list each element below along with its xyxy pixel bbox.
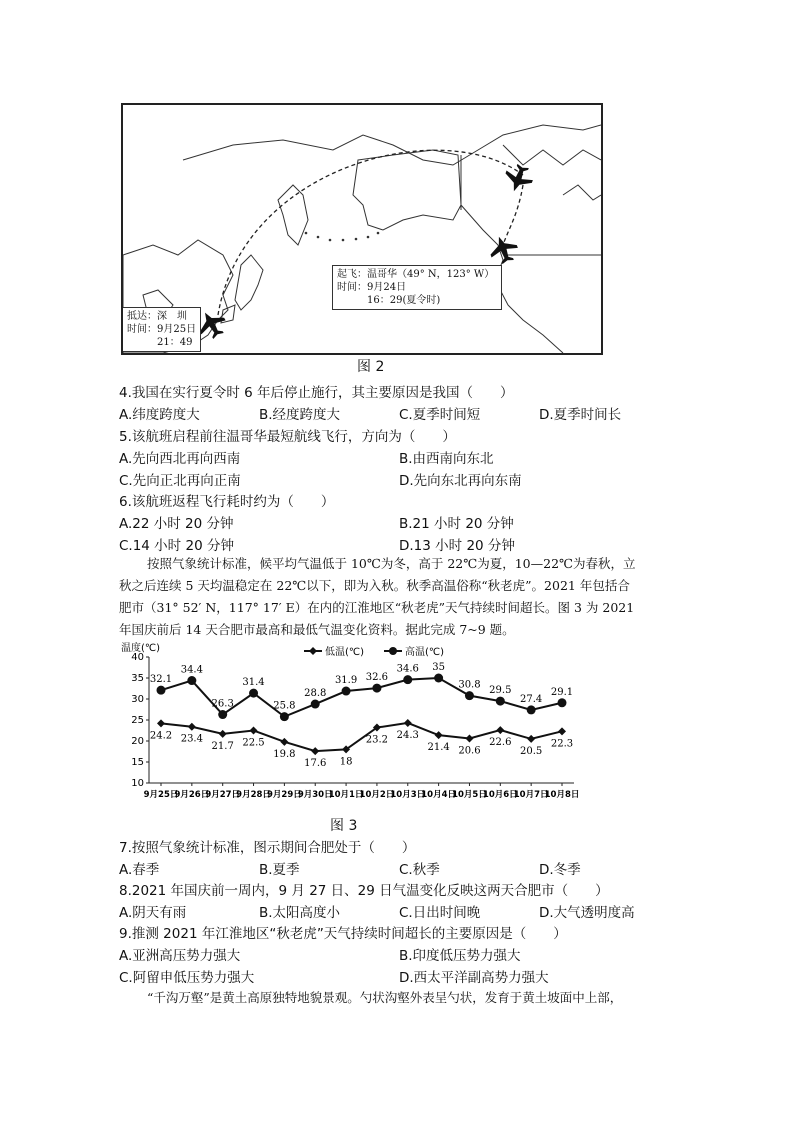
flight-route-map xyxy=(121,103,603,355)
reading-passage xyxy=(119,553,679,641)
x-tick-label: 9月30日 xyxy=(297,790,333,800)
low-temp-point xyxy=(558,727,566,735)
x-tick-label: 9月25日 xyxy=(143,790,179,800)
arrival-label xyxy=(122,307,201,352)
question-4-stem: 4.我国在实行夏令时 6 年后停止施行，其主要原因是我国（ ） xyxy=(119,385,514,401)
departure-date: 时间：9月24日 xyxy=(337,282,407,293)
high-temp-label: 34.4 xyxy=(180,664,203,676)
x-tick-label: 10月7日 xyxy=(513,790,549,800)
departure-label xyxy=(332,265,502,310)
plane-icon-midroute xyxy=(501,161,537,196)
low-temp-label: 24.3 xyxy=(396,729,419,741)
x-tick-label: 9月27日 xyxy=(205,790,241,800)
low-temp-label: 21.7 xyxy=(211,740,234,752)
question-6-stem: 6.该航班返程飞行耗时约为（ ） xyxy=(119,494,335,510)
q8-option-c[interactable]: C.日出时间晚 xyxy=(399,905,481,921)
high-temp-label: 34.6 xyxy=(396,663,419,675)
low-temp-point xyxy=(219,730,227,738)
high-temp-label: 28.8 xyxy=(304,688,327,700)
high-temp-point xyxy=(496,697,505,706)
low-temp-point xyxy=(157,719,165,727)
low-temp-label: 22.6 xyxy=(489,737,512,749)
high-temp-point xyxy=(280,712,289,721)
high-temp-label: 26.3 xyxy=(211,698,234,710)
q4-option-b[interactable]: B.经度跨度大 xyxy=(259,407,341,423)
temperature-chart xyxy=(119,641,589,811)
x-tick-label: 9月28日 xyxy=(236,790,271,800)
high-temp-label: 32.1 xyxy=(149,674,173,686)
q4-option-a[interactable]: A.纬度跨度大 xyxy=(119,407,200,423)
x-tick-label: 10月2日 xyxy=(359,790,395,800)
legend-label: 低温(℃) xyxy=(325,647,365,658)
high-temp-point xyxy=(249,689,258,698)
q9-option-d[interactable]: D.西太平洋副高势力强大 xyxy=(399,970,549,986)
high-temp-label: 32.6 xyxy=(365,672,389,684)
high-temp-point xyxy=(342,687,351,696)
high-temp-point xyxy=(218,710,227,719)
q6-option-a[interactable]: A.22 小时 20 分钟 xyxy=(119,516,234,532)
y-tick-label: 15 xyxy=(131,757,144,768)
y-tick-label: 35 xyxy=(131,673,144,684)
x-tick-label: 10月4日 xyxy=(421,790,456,800)
high-temp-label: 35 xyxy=(432,662,445,673)
low-temp-label: 19.8 xyxy=(273,748,296,760)
high-temp-point xyxy=(434,674,443,683)
low-temp-label: 23.2 xyxy=(365,734,389,746)
low-temp-label: 20.5 xyxy=(520,745,543,757)
high-temp-point xyxy=(558,698,567,707)
y-tick-label: 40 xyxy=(131,652,144,663)
q7-option-c[interactable]: C.秋季 xyxy=(399,862,440,878)
low-temp-label: 23.4 xyxy=(180,733,203,745)
low-temp-point xyxy=(311,747,319,755)
x-tick-label: 10月1日 xyxy=(328,790,364,800)
legend-marker-high xyxy=(389,647,397,655)
low-temp-label: 17.6 xyxy=(304,758,327,770)
high-temp-label: 31.4 xyxy=(242,677,265,689)
q6-option-d[interactable]: D.13 小时 20 分钟 xyxy=(399,538,515,554)
y-tick-label: 25 xyxy=(131,715,144,726)
high-temp-label: 29.5 xyxy=(489,685,512,697)
q4-option-d[interactable]: D.夏季时间长 xyxy=(539,407,622,423)
passage-line-4: 年国庆前后 14 天合肥市最高和最低气温变化资料。据此完成 7~9 题。 xyxy=(119,622,515,637)
high-temp-label: 27.4 xyxy=(520,693,543,705)
arrival-time: 21：49 xyxy=(157,337,193,348)
departure-city: 起飞：温哥华（49° N，123° W） xyxy=(337,269,495,280)
figure3-caption: 图 3 xyxy=(330,818,358,834)
low-temp-label: 22.3 xyxy=(550,738,574,750)
q7-option-d[interactable]: D.冬季 xyxy=(539,862,581,878)
low-temp-point xyxy=(404,719,412,727)
q5-option-b[interactable]: B.由西南向东北 xyxy=(399,451,494,467)
q8-option-b[interactable]: B.太阳高度小 xyxy=(259,905,341,921)
legend-label: 高温(℃) xyxy=(405,647,445,658)
departure-time: 16：29(夏令时) xyxy=(367,295,441,306)
y-tick-label: 10 xyxy=(131,778,144,789)
x-tick-label: 10月6日 xyxy=(482,790,518,800)
high-temp-point xyxy=(311,700,320,709)
high-temp-point xyxy=(403,675,412,684)
y-tick-label: 20 xyxy=(131,736,144,747)
y-tick-label: 30 xyxy=(131,694,144,705)
high-temp-label: 31.9 xyxy=(334,675,358,687)
low-temp-label: 22.5 xyxy=(242,737,265,749)
low-temp-point xyxy=(280,738,288,746)
x-tick-label: 10月5日 xyxy=(452,790,487,800)
x-tick-label: 9月26日 xyxy=(174,790,210,800)
low-temp-point xyxy=(465,734,473,742)
question-8-stem: 8.2021 年国庆前一周内，9 月 27 日、29 日气温变化反映这两天合肥市（ ） xyxy=(119,883,609,899)
high-temp-point xyxy=(372,684,381,693)
low-temp-label: 21.4 xyxy=(427,742,450,754)
high-temp-label: 25.8 xyxy=(273,700,296,712)
low-temp-label: 24.2 xyxy=(149,730,173,742)
high-temp-point xyxy=(157,686,166,695)
q9-option-a[interactable]: A.亚洲高压势力强大 xyxy=(119,948,241,964)
q9-option-c[interactable]: C.阿留申低压势力强大 xyxy=(119,970,255,986)
high-temp-point xyxy=(527,705,536,714)
q8-option-d[interactable]: D.大气透明度高 xyxy=(539,905,635,921)
high-temp-point xyxy=(187,676,196,685)
low-temp-point xyxy=(527,735,535,743)
low-temp-label: 20.6 xyxy=(458,745,481,757)
figure2-caption: 图 2 xyxy=(357,359,385,375)
q4-option-c[interactable]: C.夏季时间短 xyxy=(399,407,481,423)
low-temp-point xyxy=(496,726,504,734)
passage-line-1: 按照气象统计标准，候平均气温低于 10℃为冬，高于 22℃为夏，10—22℃为春秋，立 xyxy=(147,556,636,571)
q5-option-d[interactable]: D.先向东北再向东南 xyxy=(399,473,522,489)
arrival-date: 时间：9月25日 xyxy=(127,324,197,335)
x-tick-label: 10月8日 xyxy=(544,790,580,800)
x-tick-label: 10月3日 xyxy=(390,790,426,800)
plane-icon-departure xyxy=(486,232,522,267)
low-temp-point xyxy=(435,731,443,739)
y-axis-label: 温度(℃) xyxy=(121,643,161,654)
low-temp-point xyxy=(250,727,258,735)
question-7-stem: 7.按照气象统计标准，图示期间合肥处于（ ） xyxy=(119,840,416,856)
high-temp-label: 29.1 xyxy=(550,686,574,698)
question-9-stem: 9.推测 2021 年江淮地区“秋老虎”天气持续时间超长的主要原因是（ ） xyxy=(119,926,567,942)
q7-option-b[interactable]: B.夏季 xyxy=(259,862,300,878)
chart-svg xyxy=(119,641,589,811)
closing-line: “千沟万壑”是黄土高原独特地貌景观。勺状沟壑外表呈勺状，发育于黄土坡面中上部， xyxy=(147,990,623,1005)
high-temp-point xyxy=(465,691,474,700)
passage-line-3: 肥市（31° 52′ N，117° 17′ E）在内的江淮地区“秋老虎”天气持续时间超长。图 3 为 2021 xyxy=(119,600,635,615)
q8-option-a[interactable]: A.阴天有雨 xyxy=(119,905,187,921)
q6-option-b[interactable]: B.21 小时 20 分钟 xyxy=(399,516,514,532)
legend-marker-low xyxy=(309,647,317,655)
arrival-city: 抵达：深 圳 xyxy=(127,311,187,322)
q9-option-b[interactable]: B.印度低压势力强大 xyxy=(399,948,521,964)
q5-option-a[interactable]: A.先向西北再向西南 xyxy=(119,451,241,467)
q6-option-c[interactable]: C.14 小时 20 分钟 xyxy=(119,538,234,554)
high-temp-label: 30.8 xyxy=(458,679,481,691)
low-temp-label: 18 xyxy=(339,756,353,768)
q7-option-a[interactable]: A.春季 xyxy=(119,862,160,878)
passage-line-2: 秋之后连续 5 天均温稳定在 22℃以下，即为入秋。秋季高温俗称“秋老虎”。2021 年包括合 xyxy=(119,578,630,593)
low-temp-point xyxy=(188,723,196,731)
question-5-stem: 5.该航班启程前往温哥华最短航线飞行，方向为（ ） xyxy=(119,429,456,445)
q5-option-c[interactable]: C.先向正北再向正南 xyxy=(119,473,241,489)
x-tick-label: 9月29日 xyxy=(267,790,302,800)
